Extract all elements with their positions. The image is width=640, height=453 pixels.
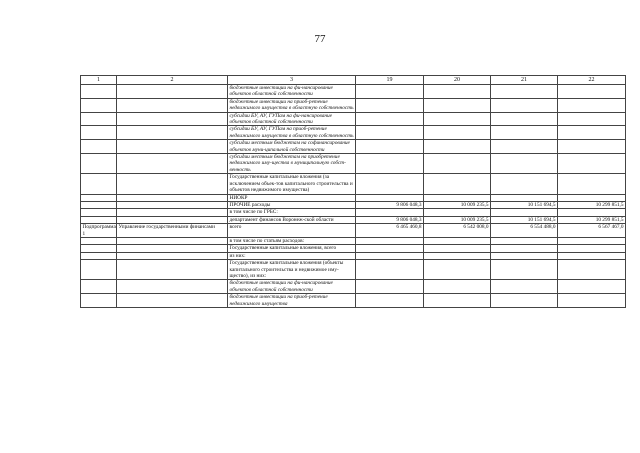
value-cell xyxy=(356,112,424,126)
value-cell xyxy=(558,260,626,280)
value-cell xyxy=(558,112,626,126)
value-cell xyxy=(558,174,626,194)
value-cell xyxy=(558,294,626,308)
value-cell xyxy=(424,174,491,194)
value-cell: 10 151 694,5 xyxy=(491,216,558,223)
program-cell xyxy=(81,98,117,112)
value-cell xyxy=(491,280,558,294)
expense-item-cell: бюджетные инвестиции на приоб-ретение недвижимого имущества в областную собственность xyxy=(229,98,354,112)
program-name-cell xyxy=(117,194,228,201)
program-name-cell xyxy=(117,260,228,280)
program-name-cell xyxy=(117,216,228,223)
header-cell: 20 xyxy=(424,76,491,85)
program-cell xyxy=(81,140,117,154)
value-cell: 6 567 467,0 xyxy=(558,224,626,238)
table-body xyxy=(81,76,626,308)
table-row xyxy=(81,140,626,154)
table-row xyxy=(81,154,626,174)
value-cell xyxy=(424,85,491,99)
value-cell: 10 009 235,5 xyxy=(424,216,491,223)
value-cell: 10 299 851,5 xyxy=(558,201,626,208)
value-cell xyxy=(558,209,626,216)
value-cell xyxy=(491,174,558,194)
value-cell xyxy=(491,245,558,252)
value-cell xyxy=(424,252,491,259)
value-cell xyxy=(491,260,558,280)
value-cell xyxy=(356,252,424,259)
program-cell xyxy=(81,245,117,252)
table-row xyxy=(81,216,626,223)
table-row xyxy=(81,237,626,244)
expense-item-cell: бюджетные инвестиции на фи-нансирование объектов областной собственности xyxy=(228,280,356,294)
table-row xyxy=(81,252,626,259)
value-cell xyxy=(424,194,491,201)
table-row xyxy=(81,194,626,201)
value-cell xyxy=(356,174,424,194)
value-cell xyxy=(424,209,491,216)
expense-item-cell: в том числе по статьям расходов: xyxy=(228,237,356,244)
value-cell xyxy=(491,126,558,140)
program-cell xyxy=(81,85,117,99)
value-cell xyxy=(491,140,558,154)
value-cell xyxy=(424,260,491,280)
program-cell xyxy=(81,237,117,244)
table-row xyxy=(81,260,626,280)
program-name-cell xyxy=(117,126,228,140)
value-cell xyxy=(491,294,558,308)
expense-item-cell: департамент финансов Воронеж-ской области xyxy=(228,216,356,223)
header-cell: 21 xyxy=(491,76,558,85)
program-cell xyxy=(81,201,117,208)
program-name-cell xyxy=(117,209,228,216)
program-cell xyxy=(81,112,117,126)
program-name-cell xyxy=(117,245,228,252)
program-name-cell xyxy=(117,174,228,194)
value-cell xyxy=(491,98,558,112)
table-row xyxy=(81,85,626,99)
program-name-cell xyxy=(117,252,228,259)
table-row xyxy=(81,209,626,216)
header-cell: 2 xyxy=(117,76,228,85)
program-cell xyxy=(81,294,117,308)
page-number: 77 xyxy=(314,33,326,45)
value-cell xyxy=(356,194,424,201)
table-row xyxy=(81,294,626,308)
budget-table xyxy=(80,75,626,308)
program-cell xyxy=(81,154,117,174)
program-cell xyxy=(81,174,117,194)
value-cell xyxy=(424,237,491,244)
value-cell xyxy=(424,294,491,308)
program-cell xyxy=(81,209,117,216)
expense-item-cell: Государственные капитальные вложения (объекты капитального строительства и недвижимое иму-щество), из них: xyxy=(228,260,356,280)
value-cell xyxy=(424,126,491,140)
program-name-cell xyxy=(117,112,228,126)
value-cell xyxy=(558,280,626,294)
header-cell: 1 xyxy=(81,76,117,85)
value-cell: 10 009 235,5 xyxy=(424,201,491,208)
value-cell xyxy=(424,280,491,294)
value-cell xyxy=(491,194,558,201)
header-cell: 19 xyxy=(356,76,424,85)
value-cell: 6 465 460,8 xyxy=(356,224,424,238)
value-cell xyxy=(558,194,626,201)
expense-item-cell: субсидии местным бюджетам на приобретение недвижимого иму-щества в муниципальную собст-венность xyxy=(228,154,356,174)
program-cell xyxy=(81,280,117,294)
expense-item-cell: ПРОЧИЕ расходы xyxy=(228,201,356,208)
value-cell xyxy=(491,112,558,126)
program-cell xyxy=(81,126,117,140)
program-cell xyxy=(81,252,117,259)
value-cell xyxy=(424,98,491,112)
value-cell xyxy=(356,237,424,244)
expense-item-cell: субсидии БУ, АУ, ГУПам на фи-нансирование объектов областной собственности xyxy=(228,112,356,126)
value-cell xyxy=(491,252,558,259)
expense-item-cell: из них: xyxy=(228,252,356,259)
value-cell xyxy=(356,98,424,112)
expense-item-cell: бюджетные инвестиции на приоб-ретение недвижимого имущества xyxy=(228,294,356,308)
value-cell: 9 806 048,3 xyxy=(356,216,424,223)
table-row xyxy=(81,224,626,238)
expense-item-cell: субсидии местным бюджетам на софинансирование объектов муни-ципальной собственности xyxy=(228,140,356,154)
table-row xyxy=(81,112,626,126)
program-name-cell xyxy=(117,201,228,208)
value-cell xyxy=(558,245,626,252)
value-cell xyxy=(558,126,626,140)
value-cell: 6 554 488,0 xyxy=(491,224,558,238)
table-row xyxy=(81,126,626,140)
value-cell xyxy=(491,209,558,216)
program-name-cell xyxy=(117,85,228,99)
table-row xyxy=(81,98,626,112)
value-cell xyxy=(356,154,424,174)
value-cell xyxy=(356,260,424,280)
program-name-cell xyxy=(117,98,228,112)
value-cell xyxy=(558,140,626,154)
expense-item-cell: субсидии БУ, АУ, ГУПам на приоб-ретение недвижимого имущества в областную собственность xyxy=(229,126,354,139)
value-cell xyxy=(491,85,558,99)
program-name-cell xyxy=(117,237,228,244)
expense-item-cell: Государственные капитальные вложения, всего xyxy=(228,245,356,252)
expense-item-cell: бюджетные инвестиции на фи-нансирование объектов областной собственности xyxy=(228,85,356,99)
value-cell xyxy=(356,294,424,308)
table-row xyxy=(81,174,626,194)
expense-item-cell: в том числе по ГРБС: xyxy=(228,209,356,216)
value-cell xyxy=(491,154,558,174)
value-cell: 10 151 694,5 xyxy=(491,201,558,208)
value-cell: 6 542 008,0 xyxy=(424,224,491,238)
program-cell xyxy=(81,260,117,280)
value-cell xyxy=(356,280,424,294)
table-row xyxy=(81,201,626,208)
value-cell xyxy=(356,245,424,252)
value-cell xyxy=(558,85,626,99)
program-name-cell: Управление государственными финансами xyxy=(117,224,228,238)
header-cell: 3 xyxy=(228,76,356,85)
header-row xyxy=(81,76,626,85)
value-cell xyxy=(424,154,491,174)
header-cell: 22 xyxy=(558,76,626,85)
value-cell xyxy=(356,140,424,154)
program-name-cell xyxy=(117,154,228,174)
value-cell xyxy=(558,98,626,112)
value-cell xyxy=(424,245,491,252)
program-name-cell xyxy=(117,280,228,294)
value-cell xyxy=(356,126,424,140)
expense-item-cell: всего xyxy=(228,224,356,238)
value-cell: 9 806 048,3 xyxy=(356,201,424,208)
program-name-cell xyxy=(117,140,228,154)
expense-item-cell: НИОКР xyxy=(228,194,356,201)
program-name-cell xyxy=(117,294,228,308)
table-row xyxy=(81,245,626,252)
value-cell xyxy=(558,252,626,259)
value-cell xyxy=(356,85,424,99)
expense-item-cell: Государственные капитальные вложения (за исключением объек-тов капитального строительства и объектов недвижимого имущества) xyxy=(228,174,356,194)
value-cell xyxy=(356,209,424,216)
value-cell xyxy=(491,237,558,244)
value-cell xyxy=(424,112,491,126)
value-cell xyxy=(558,237,626,244)
value-cell: 10 299 851,5 xyxy=(558,216,626,223)
table-row xyxy=(81,280,626,294)
program-cell xyxy=(81,194,117,201)
program-cell xyxy=(81,216,117,223)
value-cell xyxy=(424,140,491,154)
program-cell: Подпрограмма 1 xyxy=(82,224,116,237)
value-cell xyxy=(558,154,626,174)
